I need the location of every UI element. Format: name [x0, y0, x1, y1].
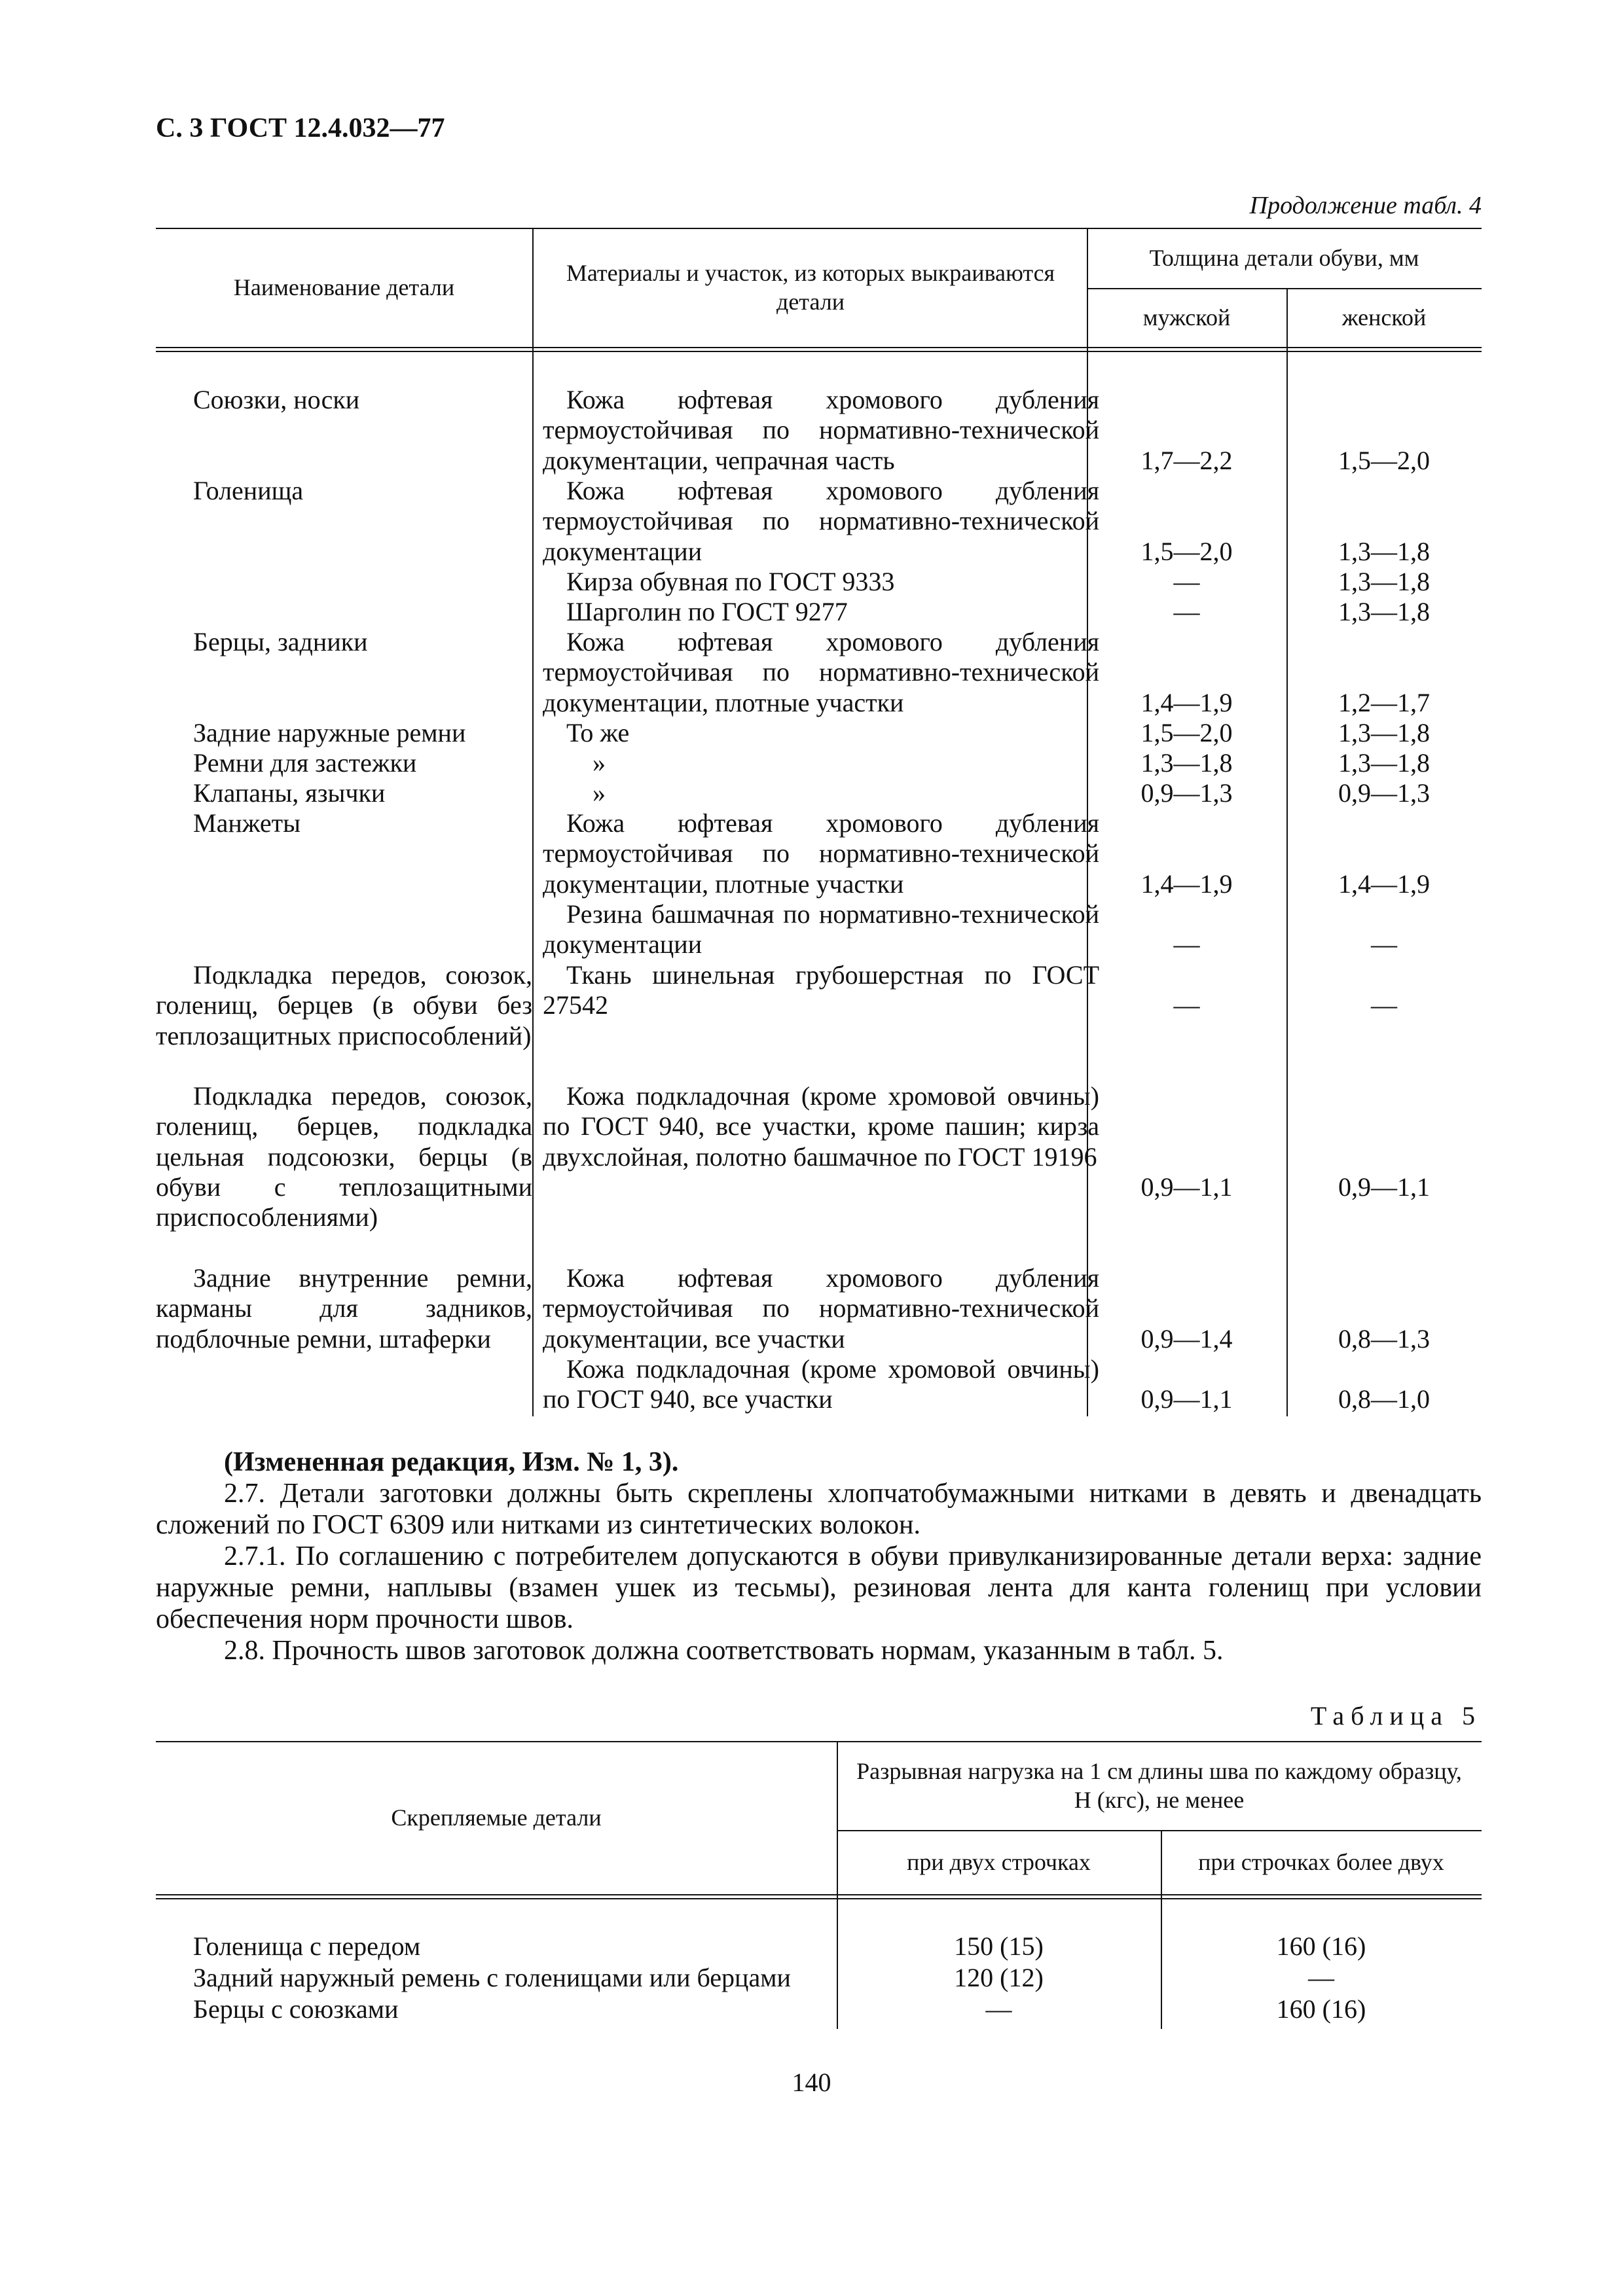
col-header-name: Наименование детали [233, 274, 455, 300]
col-header-material: Материалы и участок, из которых выкраиваются детали [566, 260, 1055, 315]
table-5 [156, 1741, 1482, 2029]
paragraph-2-7-1: 2.7.1. По соглашению с потребителем допускаются в обуви привулканизированные детали верха: задние наружные ремни, наплывы (взамен ушек из тесьмы), резиновая лента для канта голенищ при условии обеспечения норм прочности швов. [156, 1541, 1482, 1634]
col-header-load: Разрывная нагрузка на 1 см длины шва по каждому образцу, Н (кгс), не менее [856, 1758, 1462, 1813]
page-number: 140 [792, 2068, 831, 2097]
paragraph-2-7: 2.7. Детали заготовки должны быть скреплены хлопчатобумажными нитками в девять и двенадцать сложений по ГОСТ 6309 или нитками из синтетических волокон. [156, 1479, 1482, 1540]
paragraph-2-8: 2.8. Прочность швов заготовок должна соответствовать нормам, указанным в табл. 5. [224, 1636, 1224, 1666]
page-header: С. 3 ГОСТ 12.4.032—77 [156, 113, 445, 143]
table-row: Задний наружный ремень с голенищами или берцами 120 (12) — [193, 1963, 1334, 1992]
edit-note: (Измененная редакция, Изм. № 1, 3). [224, 1447, 679, 1477]
col-header-parts: Скрепляемые детали [391, 1804, 602, 1831]
col-header-more-stitches: при строчках более двух [1198, 1849, 1444, 1875]
table-continuation-label: Продолжение табл. 4 [1249, 192, 1482, 219]
body-text [156, 1446, 1482, 1666]
table-4: Наименование детали Материалы и участок, из которых выкраиваются детали Толщина детали обуви, мм мужской женской Союзки, носки Кожа юфтевая хромового дубления термоустойчивая по нормативно-технической документации, чепрачная часть 1,7—2,2 1,5—2,0 Голенища Кожа юфтевая хромового дубления термоустойчивая по нормативно-технической документации 1,5—2,0 1,3—1,8 Кирза обувная по ГОСТ 9333 — 1,3—1,8 Шарголин по ГОСТ 9277 — 1,3—1,8 Берцы, задники Кожа юфтевая хромового дубления термоустойчивая по нормативно-технической документации, плотные участки 1,4—1,9 1,2—1,7 Задние наружные ремни То же 1,5—2,0 1,3—1,8 Ремни для застежки » 1,3—1,8 1,3—1,8 Клапаны, язычки » 0,9—1,3 0,9—1,3 Манжеты Кожа юфтевая хромового дубления термоустойчивая по нормативно-технической документации, плотные участки 1,4—1,9 1,4—1,9 Резина башмачная по нормативно-технической документации — — Подкладка передов, союзок, голенищ, берцев (в обуви без теплозащитных приспособлений) Ткань шинельная грубошерстная по ГОСТ 27542 — — Подкладка передов, союзок, голенищ, берцев, подкладка цельная подсоюзки, берцы (в обуви с теплозащитными приспособлениями) Кожа подкладочная (кроме хромовой овчины) по ГОСТ 940, все участки, кроме пашин; кирза двухслойная, полотно башмачное по ГОСТ 19196 0,9—1,1 0,9—1,1 Задние внутренние ремни, карманы для задников, подблочные ремни, штаферки Кожа юфтевая хромового дубления термоустойчивая по нормативно-технической документации, все участки 0,9—1,4 0,8—1,3 Кожа подкладочная (кроме хромовой овчины) по ГОСТ 940, все участки 0,9—1,1 0,8—1,0 [156, 228, 1482, 1416]
col-header-male: мужской [1142, 304, 1231, 331]
table-row: Голенища с передом 150 (15) 160 (16) [193, 1931, 1366, 1961]
table-row: Берцы с союзками — 160 (16) [193, 1994, 1366, 2024]
col-header-two-stitches: при двух строчках [907, 1849, 1091, 1875]
table-5-label: Таблица 5 [1310, 1701, 1482, 1731]
col-header-female: женской [1341, 304, 1427, 331]
col-header-thickness: Толщина детали обуви, мм [1149, 245, 1419, 271]
